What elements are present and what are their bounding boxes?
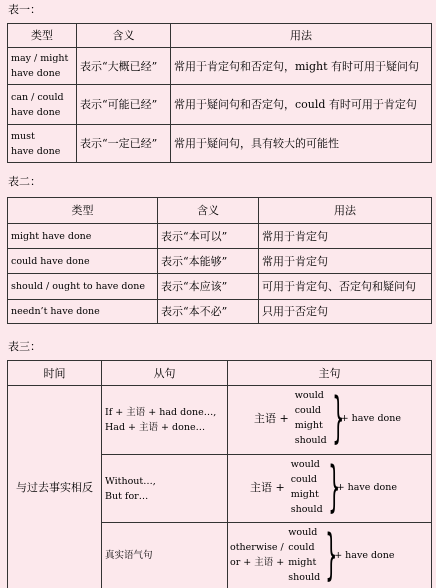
table1-usage-cell: 常用于疑问句和否定句，could 有时可用于肯定句 xyxy=(171,85,432,125)
table-row xyxy=(8,274,432,300)
table1-header-meaning: 含义 xyxy=(77,24,171,48)
table2-usage-cell: 只用于否定句 xyxy=(259,300,432,324)
table2-meaning-cell: 表示“本能够” xyxy=(158,249,259,274)
table1-meaning-cell: 表示“可能已经” xyxy=(77,85,171,125)
table1-type-cell: may / might have done xyxy=(8,48,77,85)
table3-caption: 表三： xyxy=(8,340,41,353)
table3-clause-cell: If + 主语 + had done…, Had + 主语 + done… xyxy=(102,386,228,455)
have-done-label: + have done xyxy=(334,549,395,561)
table2-usage-cell: 常用于肯定句 xyxy=(259,224,432,249)
modal-word: might xyxy=(288,557,317,568)
table3-main-cell xyxy=(228,386,432,455)
right-brace-icon: } xyxy=(331,386,344,449)
subject-label: 主语 + xyxy=(250,480,285,494)
table2 xyxy=(7,197,432,324)
table1-type-cell: must have done xyxy=(8,125,77,163)
table2-type-cell: might have done xyxy=(8,224,158,249)
table-row xyxy=(8,300,432,324)
table-row xyxy=(8,48,432,85)
table1-meaning-cell: 表示“一定已经” xyxy=(77,125,171,163)
table3-main-cell xyxy=(228,523,432,588)
table2-type-cell: should / ought to have done xyxy=(8,274,158,300)
modal-word: might xyxy=(294,420,323,431)
table2-usage-cell: 可用于肯定句、否定句和疑问句 xyxy=(259,274,432,300)
table1-usage-cell: 常用于疑问句，具有较大的可能性 xyxy=(171,125,432,163)
modal-word: should xyxy=(294,435,327,446)
table1-header-type: 类型 xyxy=(8,24,77,48)
table1 xyxy=(7,23,432,163)
table3-clause-cell: Without…, But for… xyxy=(102,455,228,523)
table-row xyxy=(8,125,432,163)
table2-type-cell: could have done xyxy=(8,249,158,274)
table-row xyxy=(8,386,432,455)
table2-caption: 表二： xyxy=(8,175,41,188)
table-row xyxy=(8,249,432,274)
table2-header-type: 类型 xyxy=(8,198,158,224)
right-brace-icon: } xyxy=(327,455,340,518)
table-row xyxy=(8,224,432,249)
have-done-label: + have done xyxy=(336,481,397,493)
table3-main-cell xyxy=(228,455,432,523)
table2-usage-cell: 常用于肯定句 xyxy=(259,249,432,274)
table3-header-time: 时间 xyxy=(8,361,102,386)
table3-clause-cell: 真实语气句 xyxy=(102,523,228,588)
table3-header-main: 主句 xyxy=(228,361,432,386)
modal-word: would xyxy=(294,390,324,401)
modal-word: should xyxy=(290,504,323,515)
table1-usage-cell: 常用于肯定句和否定句，might 有时可用于疑问句 xyxy=(171,48,432,85)
modal-word: could xyxy=(294,405,321,416)
table1-header-usage: 用法 xyxy=(171,24,432,48)
table3-header-clause: 从句 xyxy=(102,361,228,386)
have-done-label: + have done xyxy=(340,412,401,424)
table2-meaning-cell: 表示“本可以” xyxy=(158,224,259,249)
table-row xyxy=(8,85,432,125)
table2-header-usage: 用法 xyxy=(259,198,432,224)
table2-header-meaning: 含义 xyxy=(158,198,259,224)
subject-label: 主语 + xyxy=(254,411,289,425)
modal-word: would xyxy=(290,459,320,470)
modal-word: could xyxy=(290,474,317,485)
table2-meaning-cell: 表示“本应该” xyxy=(158,274,259,300)
otherwise-label: otherwise / or + 主语 + xyxy=(230,542,285,568)
modal-word: would xyxy=(288,527,318,538)
table3-time-cell: 与过去事实相反 xyxy=(8,386,102,588)
table3 xyxy=(7,360,432,588)
table2-type-cell: needn’t have done xyxy=(8,300,158,324)
modal-word: might xyxy=(290,489,319,500)
table2-meaning-cell: 表示“本不必” xyxy=(158,300,259,324)
table1-meaning-cell: 表示“大概已经” xyxy=(77,48,171,85)
modal-word: should xyxy=(288,572,321,583)
table1-type-cell: can / could have done xyxy=(8,85,77,125)
modal-word: could xyxy=(288,542,315,553)
table1-caption: 表一： xyxy=(8,3,41,16)
right-brace-icon: } xyxy=(325,523,338,586)
